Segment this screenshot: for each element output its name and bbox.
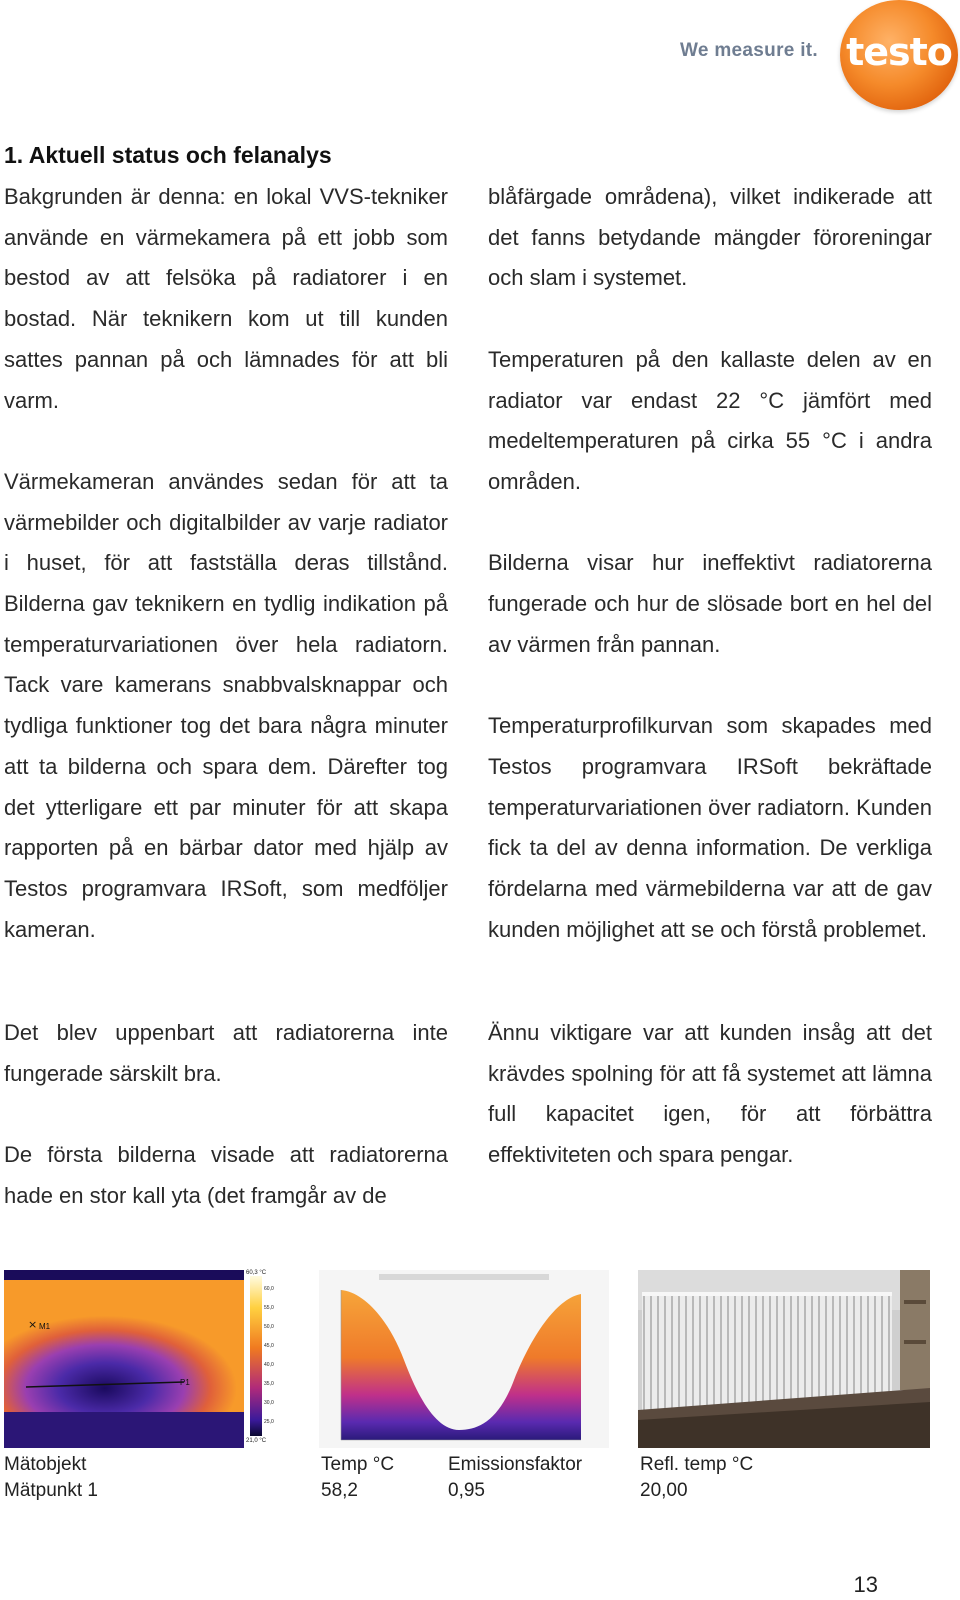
emission-value: 0,95 bbox=[448, 1480, 485, 1501]
left-column bbox=[4, 177, 448, 950]
scale-tick: 35,0 bbox=[264, 1381, 274, 1387]
radiator-photo bbox=[638, 1270, 930, 1448]
paragraph: Ännu viktigare var att kunden insåg att det krävdes spolning för att få systemet att lämna full kapacitet igen, för att förbättra effektiviteten och spara pengar. bbox=[488, 1020, 932, 1168]
scale-tick: 55,0 bbox=[264, 1305, 274, 1311]
paragraph: blåfärgade områdena), vilket indikerade att det fanns betydande mängder föroreningar och slam i systemet. bbox=[488, 184, 932, 291]
scale-tick: 45,0 bbox=[264, 1343, 274, 1349]
logo-text: testo bbox=[846, 30, 952, 74]
scale-tick: 25,0 bbox=[264, 1419, 274, 1425]
profile-graphic bbox=[319, 1270, 609, 1448]
refl-value: 20,00 bbox=[640, 1480, 688, 1501]
right-column bbox=[488, 177, 932, 950]
caption-emission bbox=[448, 1452, 582, 1504]
paragraph: Det blev uppenbart att radiatorerna inte fungerade särskilt bra. bbox=[4, 1020, 448, 1086]
thermal-image bbox=[4, 1270, 274, 1448]
page-number: 13 bbox=[853, 1572, 878, 1597]
marker-m1: M1 bbox=[39, 1322, 51, 1331]
emission-label: Emissionsfaktor bbox=[448, 1454, 583, 1475]
paragraph: Temperaturen på den kallaste delen av en radiator var endast 22 °C jämfört med medeltemperaturen på cirka 55 °C i andra områden. bbox=[488, 346, 932, 494]
paragraph: Värmekameran användes sedan för att ta värmebilder och digitalbilder av varje radiator i huset, för att fastställa deras tillstånd. Bilderna gav teknikern en tydlig indikation på temperaturvariationen över hela radiatorn. Tack vare kamerans snabbvalsknappar och tydliga funktioner tog det bara några minuter att ta bilderna och spara dem. Därefter tog det ytterligare ett par minuter för att skapa rapporten på en bärbar dator med hjälp av Testos programvara IRSoft, som medföljer kameran. bbox=[4, 468, 448, 942]
object-label: Mätobjekt bbox=[4, 1454, 87, 1475]
paragraph: Bakgrunden är denna: en lokal VVS-tekniker använde en värmekamera på ett jobb som bestod av att felsöka på radiatorer i en bostad. När teknikern kom ut till kunden sattes pannan på och lämnades för att bli varm. bbox=[4, 184, 448, 413]
object-value: Mätpunkt 1 bbox=[4, 1480, 98, 1501]
scale-tick: 60,0 bbox=[264, 1286, 274, 1292]
scale-tick: 40,0 bbox=[264, 1362, 274, 1368]
caption-refl bbox=[640, 1452, 753, 1504]
thermal-image-graphic bbox=[4, 1270, 269, 1448]
svg-text:×: × bbox=[28, 1318, 38, 1331]
caption-temp bbox=[321, 1452, 394, 1504]
paragraph: Temperaturprofilkurvan som skapades med Testos programvara IRSoft bekräftade temperaturvariationen över radiatorn. Kunden fick ta del av denna information. De verkliga fördelarna med värmebilderna var att de gav kunden möjlighet att se och förstå problemet. bbox=[488, 713, 932, 942]
scale-top-label: 60,3 °C bbox=[246, 1270, 267, 1276]
paragraph: Bilderna visar hur ineffektivt radiatorerna fungerade och hur de slösade bort en hel del av värmen från pannan. bbox=[488, 550, 932, 657]
marker-p1: P1 bbox=[180, 1378, 190, 1387]
radiator-graphic bbox=[638, 1270, 930, 1448]
testo-logo bbox=[840, 0, 958, 110]
refl-label: Refl. temp °C bbox=[640, 1454, 754, 1475]
scale-bottom-label: 21,0 °C bbox=[246, 1438, 267, 1444]
section-heading: 1. Aktuell status och felanalys bbox=[4, 142, 332, 168]
scale-tick: 50,0 bbox=[264, 1324, 274, 1330]
paragraph: De första bilderna visade att radiatorerna hade en stor kall yta (det framgår av de bbox=[4, 1142, 448, 1208]
temperature-profile-image bbox=[319, 1270, 609, 1448]
left-column-lower bbox=[4, 1013, 448, 1217]
caption-object bbox=[4, 1452, 98, 1504]
temp-value: 58,2 bbox=[321, 1480, 358, 1501]
tagline: We measure it. bbox=[680, 40, 818, 61]
right-column-lower bbox=[488, 1013, 932, 1176]
scale-tick-list bbox=[264, 1280, 284, 1432]
scale-tick: 30,0 bbox=[264, 1400, 274, 1406]
temp-label: Temp °C bbox=[321, 1454, 395, 1475]
